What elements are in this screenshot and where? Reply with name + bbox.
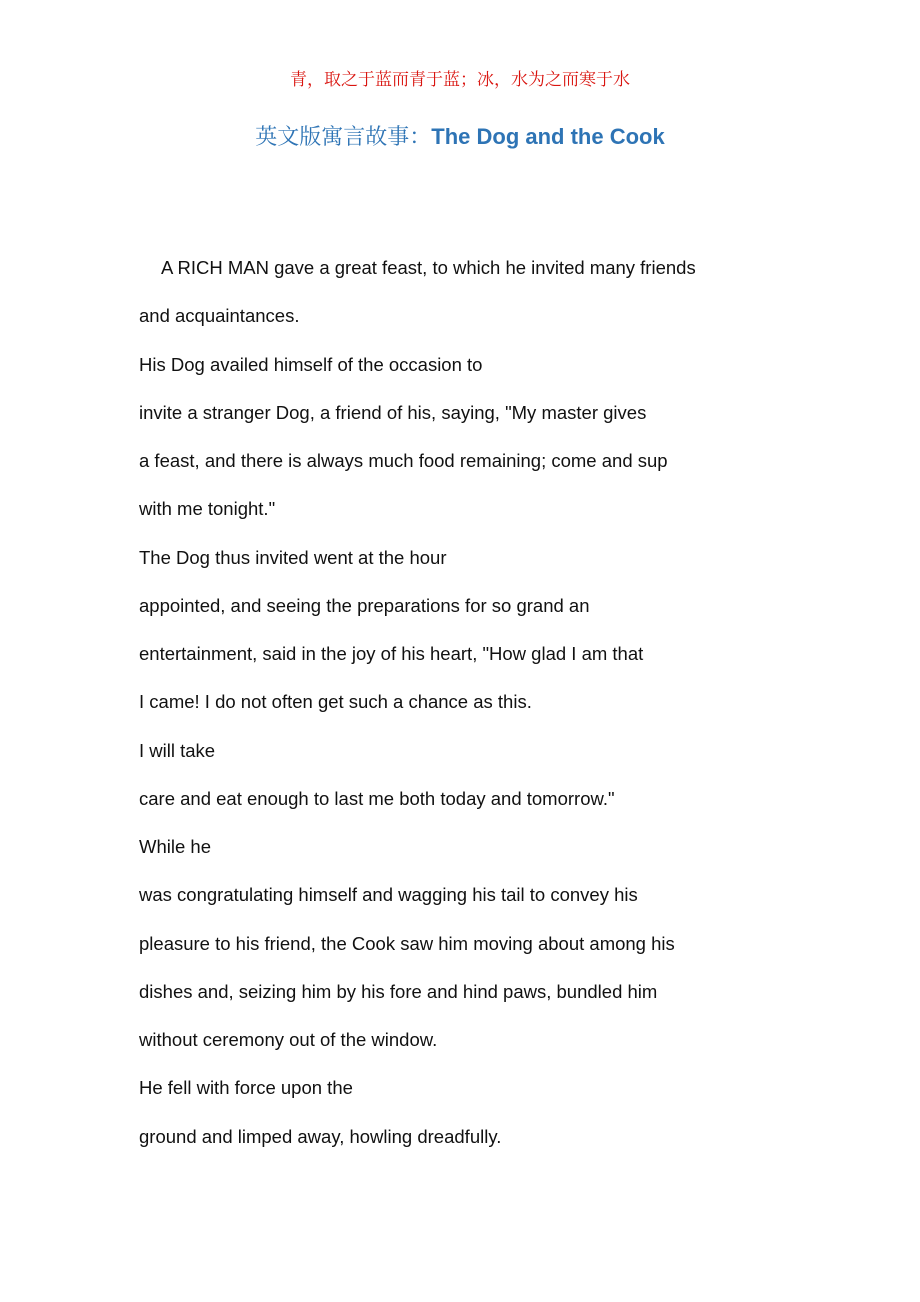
story-line: with me tonight." <box>139 498 276 520</box>
story-line: and acquaintances. <box>139 305 300 327</box>
story-line: without ceremony out of the window. <box>139 1029 438 1050</box>
story-line: He fell with force upon the <box>139 1077 353 1099</box>
story-line: I will take <box>139 739 216 761</box>
story-line: I came! I do not often get such a chance as this. <box>139 691 532 713</box>
story-line: While he <box>139 836 211 857</box>
story-line: The Dog thus invited went at the hour <box>139 546 447 568</box>
story-line: A RICH MAN gave a great feast, to which he invited many friends <box>161 257 696 278</box>
story-line: a feast, and there is always much food remaining; come and sup <box>139 450 668 471</box>
story-line: was congratulating himself and wagging his tail to convey his <box>139 884 638 906</box>
header-motto: 青，取之于蓝而青于蓝；冰，水为之而寒于水 <box>290 70 630 90</box>
story-body <box>139 244 799 1161</box>
story-line: invite a stranger Dog, a friend of his, saying, "My master gives <box>139 401 647 423</box>
story-line: appointed, and seeing the preparations for so grand an <box>139 594 590 616</box>
title-chinese: 英文版寓言故事： <box>255 125 432 150</box>
story-line: ground and limped away, howling dreadfully. <box>139 1125 502 1147</box>
document-title <box>0 121 920 154</box>
story-line: dishes and, seizing him by his fore and hind paws, bundled him <box>139 980 658 1002</box>
title-english: The Dog and the Cook <box>431 124 665 149</box>
story-line: His Dog availed himself of the occasion to <box>139 353 483 375</box>
story-line: care and eat enough to last me both today and tomorrow." <box>139 787 615 809</box>
story-line: pleasure to his friend, the Cook saw him moving about among his <box>139 932 675 954</box>
story-line: entertainment, said in the joy of his heart, "How glad I am that <box>139 643 644 664</box>
